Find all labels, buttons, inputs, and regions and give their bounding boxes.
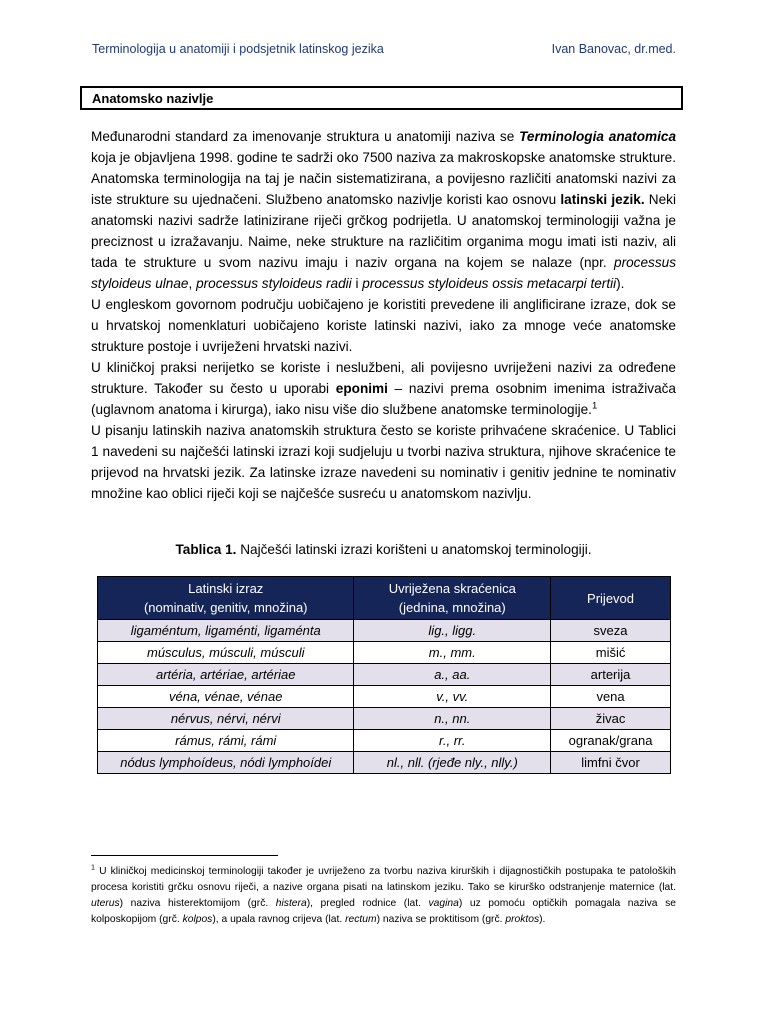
table-row (98, 730, 671, 752)
header-line: (nominativ, genitiv, množina) (143, 600, 308, 615)
fn-italic: kolpos (182, 914, 213, 925)
fn-text: U kliničkoj medicinskoj terminologiji također je uvriježeno za tvorbu naziva kirurških i dijagnostičkih postupaka te patoloških procesa koristiti grčku osnovu riječi, a nazive organa pisati na latinskom jeziku. Tako se kirurško odstranjenje maternice (lat. (91, 866, 676, 893)
table-header-row (98, 577, 671, 620)
paragraph-2: U engleskom govornom području uobičajeno je koristiti prevedene ili anglificirane izraze, dok se u hrvatskoj nomenklaturi uobičajeno koriste latinski nazivi, iako za mnoge veće anatomske strukture postoje i uvriježeni hrvatski nazivi. (91, 297, 676, 354)
table-row (98, 620, 671, 642)
table-caption (91, 542, 676, 557)
p1-text-c: koja je objavljena 1998. godine te sadrži oko 7500 naziva za makroskopske anatomske strukture. Anatomska terminologija na taj je način sistematizirana, a povijesno različiti anatomski nazivi za iste strukture su ujednačeni. Službeno anatomsko nazivlje koristi kao osnovu (91, 150, 676, 207)
header-prijevod (551, 577, 671, 620)
cell-abbreviation: lig., ligg. (354, 620, 551, 642)
fn-italic: histera (275, 898, 307, 909)
cell-abbreviation: a., aa. (354, 664, 551, 686)
cell-latin: nódus lymphoídeus, nódi lymphoídei (98, 752, 354, 774)
fn-italic: uterus (91, 898, 120, 909)
fn-text: ) naziva histerektomijom (grč. (119, 898, 276, 909)
p1-text-e: Neki anatomski nazivi sadrže latinizirane riječi grčkog podrijetla. U anatomskoj terminologiji važna je preciznost u izražavanju. Naime, neke strukture na različitim organima mogu imati isti naziv, ali tada te strukture u svom nazivu imaju i naziv organa na kojem se nalaze (npr. (91, 192, 676, 270)
paragraph-1 (91, 126, 676, 294)
p3-bold-eponimi: eponimi (335, 381, 388, 396)
cell-translation: arterija (551, 664, 671, 686)
paragraph-3 (91, 357, 676, 420)
p1-italic-ulnae: processus styloideus ulnae (91, 255, 676, 291)
cell-translation: vena (551, 686, 671, 708)
fn-text: ). (539, 914, 546, 925)
caption-text: Najčešći latinski izrazi korišteni u anatomskoj terminologiji. (236, 542, 592, 557)
header-line: (jednina, množina) (398, 600, 506, 615)
header-skracenica (354, 577, 551, 620)
fn-text: ), pregled rodnice (lat. (306, 898, 429, 909)
header-latinski-izraz (98, 577, 354, 620)
fn-italic: proktos (505, 914, 540, 925)
cell-translation: sveza (551, 620, 671, 642)
cell-latin: rámus, rámi, rámi (98, 730, 354, 752)
header-title: Terminologija u anatomiji i podsjetnik latinskog jezika (92, 42, 384, 56)
cell-abbreviation: n., nn. (354, 708, 551, 730)
body-text (91, 126, 676, 504)
footnote-number: 1 (91, 862, 96, 872)
p1-text-i: i (351, 276, 363, 291)
footnote-ref[interactable]: 1 (591, 400, 598, 412)
page-header (92, 42, 676, 56)
p3-text-a: U kliničkoj praksi nerijetko se koriste i neslužbeni, ali povijesno uvriježeni nazivi za određene strukture. Također su često u uporabi (91, 360, 676, 396)
p1-bold-latinski: latinski jezik. (560, 192, 645, 207)
cell-translation: mišić (551, 642, 671, 664)
header-line: Uvriježena skraćenica (388, 581, 516, 596)
table-row (98, 686, 671, 708)
terminology-table (97, 576, 671, 774)
cell-abbreviation: nl., nll. (rjeđe nly., nlly.) (354, 752, 551, 774)
header-line: Prijevod (587, 590, 635, 606)
cell-latin: artéria, artériae, artériae (98, 664, 354, 686)
cell-latin: ligaméntum, ligaménti, ligaménta (98, 620, 354, 642)
table-row (98, 708, 671, 730)
table-row (98, 642, 671, 664)
footnote (91, 864, 676, 928)
p1-text-a: Međunarodni standard za imenovanje struktura u anatomiji naziva se (91, 129, 520, 144)
cell-latin: véna, vénae, vénae (98, 686, 354, 708)
section-title: Anatomsko nazivlje (80, 86, 683, 110)
fn-italic: rectum (345, 914, 377, 925)
cell-translation: limfni čvor (551, 752, 671, 774)
footnote-separator (91, 855, 278, 856)
header-line: Latinski izraz (188, 581, 264, 596)
fn-text: ) uz pomoću optičkih pomagala naziva se kolposkopijom (grč. (91, 898, 676, 925)
caption-label: Tablica 1. (175, 542, 237, 557)
fn-text: ) naziva se proktitisom (grč. (376, 914, 506, 925)
cell-abbreviation: m., mm. (354, 642, 551, 664)
p1-text-k: ). (616, 276, 625, 291)
cell-translation: ogranak/grana (551, 730, 671, 752)
header-author: Ivan Banovac, dr.med. (551, 42, 676, 56)
p1-term-terminologia: Terminologia anatomica (519, 129, 677, 144)
p3-text-c: – nazivi prema osobnim imenima istraživača (uglavnom anatoma i kirurga), iako nisu više dio službene anatomske terminologije. (91, 381, 676, 417)
cell-translation: živac (551, 708, 671, 730)
fn-text: ), a upala ravnog crijeva (lat. (212, 914, 346, 925)
cell-abbreviation: r., rr. (354, 730, 551, 752)
paragraph-4: U pisanju latinskih naziva anatomskih struktura često se koriste prihvaćene skraćenice. U Tablici 1 navedeni su najčešći latinski izrazi koji sudjeluju u tvorbi naziva struktura, njihove skraćenice te prijevod na hrvatski jezik. Za latinske izraze navedeni su nominativ i genitiv jednine te nominativ množine kao oblici riječi koji se najčešće susreću u anatomskom nazivlju. (91, 423, 676, 501)
table-row (98, 664, 671, 686)
cell-latin: nérvus, nérvi, nérvi (98, 708, 354, 730)
cell-latin: músculus, músculi, músculi (98, 642, 354, 664)
cell-abbreviation: v., vv. (354, 686, 551, 708)
fn-italic: vagina (428, 898, 459, 909)
p1-text-g: , (188, 276, 197, 291)
p1-italic-radii: processus styloideus radii (196, 276, 352, 291)
table-row (98, 752, 671, 774)
p1-italic-metacarpi: processus styloideus ossis metacarpi tertii (362, 276, 617, 291)
